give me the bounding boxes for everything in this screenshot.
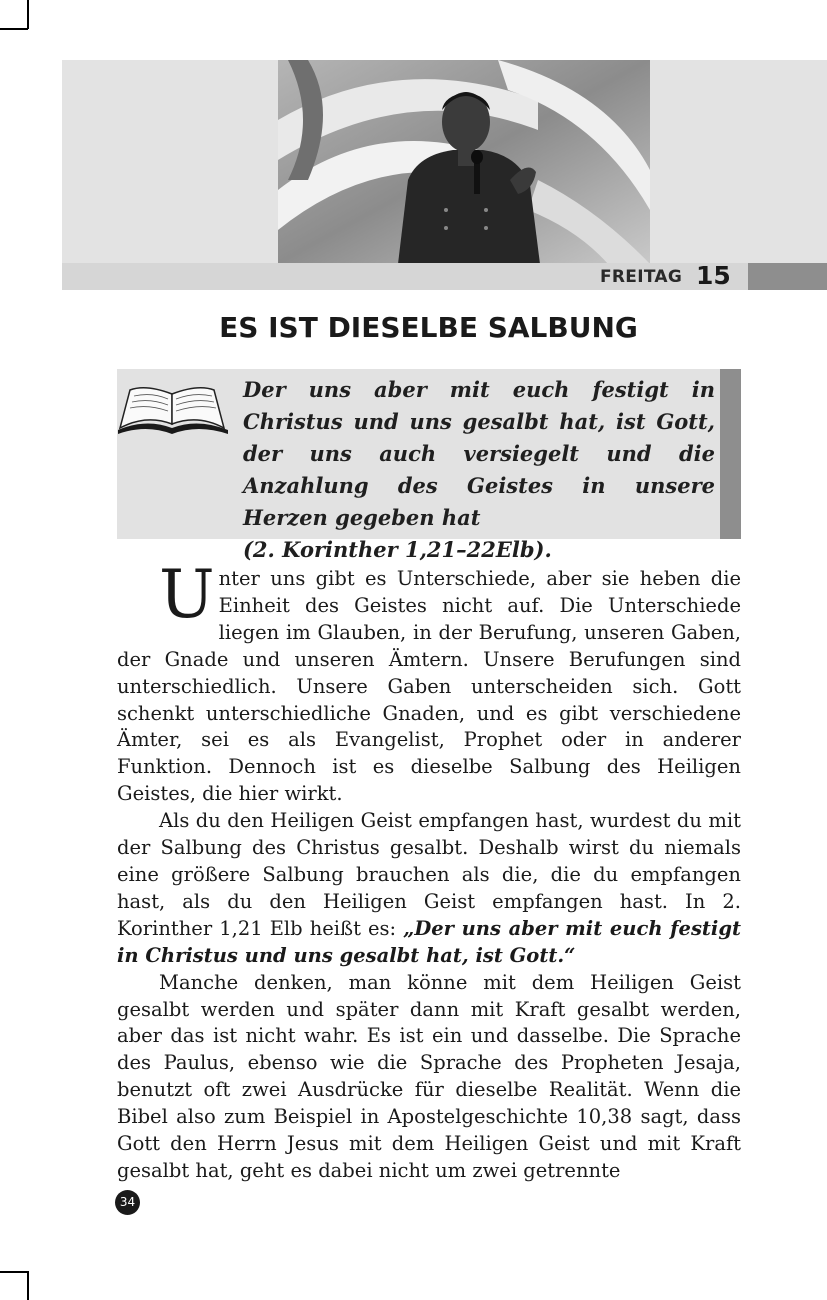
crop-mark-top-v bbox=[27, 0, 29, 29]
crop-mark-bottom-h bbox=[0, 1271, 28, 1273]
open-book-icon bbox=[116, 384, 230, 436]
paragraph-1 bbox=[117, 556, 741, 808]
paragraph-2 bbox=[117, 808, 741, 969]
page-title: ES IST DIESELBE SALBUNG bbox=[219, 311, 638, 344]
devotional-body bbox=[117, 556, 741, 1185]
day-tab bbox=[748, 263, 827, 290]
paragraph-3-text: Manche denken, man könne mit dem Heiligen Geist gesalbt werden und später dann mit Kraft gesalbt werden, aber das ist nicht wahr. Es ist ein und dasselbe. Die Sprache des Paulus, ebenso wie die Sprache des Propheten Jesaja, benutzt oft zwei Ausdrücke für dieselbe Realität. Wenn die Bibel also zum Beispiel in Apostelgeschichte 10,38 sagt, dass Gott den Herrn Jesus mit dem Heiligen Geist und mit Kraft gesalbt hat, geht es dabei nicht um zwei getrennte bbox=[117, 970, 741, 1182]
verse-stripe bbox=[720, 369, 741, 539]
drop-cap: U bbox=[159, 556, 215, 633]
day-name: FREITAG bbox=[600, 267, 683, 287]
day-number: 15 bbox=[696, 261, 731, 290]
verse-reference: (2. Korinther 1,21–22Elb). bbox=[243, 537, 552, 562]
paragraph-3 bbox=[117, 970, 741, 1185]
verse-text bbox=[243, 374, 715, 566]
crop-mark-top-h bbox=[0, 28, 28, 30]
crop-mark-bottom-v bbox=[27, 1271, 29, 1300]
paragraph-1-text: nter uns gibt es Unterschiede, aber sie heben die Einheit des Geistes nicht auf. Die Unterschiede liegen im Glauben, in der Berufung, unseren Gaben, der Gnade und unseren Ämtern. Unsere Berufungen sind unterschiedlich. Unsere Gaben unterscheiden sich. Gott schenkt unterschiedliche Gnaden, und es gibt verschiedene Ämter, sei es als Evangelist, Prophet oder in anderer Funktion. Dennoch ist es dieselbe Salbung des Heiligen Geistes, die hier wirkt. bbox=[117, 567, 741, 806]
paragraph-2-text: Als du den Heiligen Geist empfangen hast, wurdest du mit der Salbung des Christus gesalbt. Deshalb wirst du niemals eine größere Salbung brauchen als die, die du empfangen hast, als du den Heiligen Geist empfangen hast. In 2. Korinther 1,21 Elb heißt es: bbox=[117, 809, 741, 940]
preacher-photo bbox=[278, 60, 650, 264]
scripture-quote: „Der uns aber mit euch festigt in Christus und uns gesalbt hat, ist Gott.“ bbox=[117, 916, 741, 967]
page-number: 34 bbox=[115, 1190, 140, 1215]
verse-body: Der uns aber mit euch festigt in Christus und uns gesalbt hat, ist Gott, der uns auch versiegelt und die Anzahlung des Geistes in unsere Herzen gegeben hat bbox=[243, 377, 715, 530]
